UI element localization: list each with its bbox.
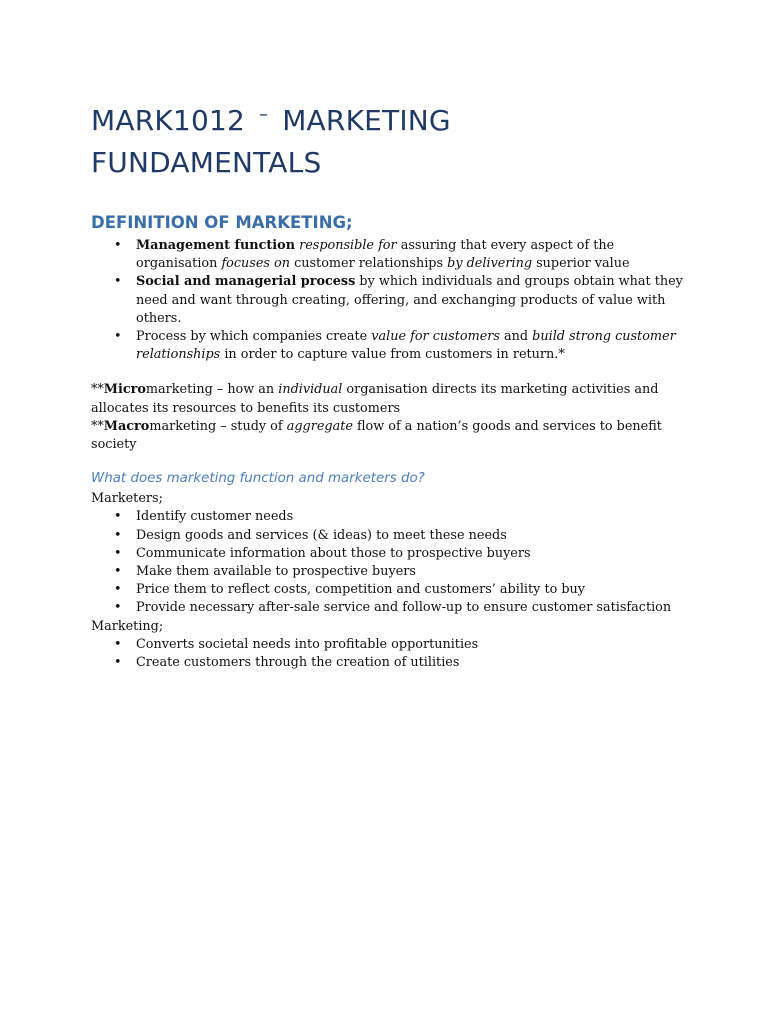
definition-item-text: Social and managerial process <box>136 274 356 290</box>
micro-text: marketing – how an <box>145 382 279 398</box>
macro-text-rest: flow of a nation’s goods and services to benefit society <box>91 418 662 453</box>
definition-item <box>91 273 691 328</box>
marketing-item: • Create customers through the creation of utilities <box>91 654 691 672</box>
definition-item-text: focuses on <box>221 256 291 272</box>
marketers-item: • Identify customer needs <box>91 508 691 526</box>
definition-item-text: by delivering <box>447 256 533 272</box>
marketing-list <box>91 636 691 672</box>
definition-item-text: responsible for <box>299 238 397 253</box>
definition-item-text: by which individuals and groups obtain what they need and want through creating, offering, and exchanging products of value with others. <box>136 274 683 326</box>
course-code: MARK1012 <box>91 104 245 137</box>
definition-item-text: Management function <box>136 238 296 253</box>
definition-item-text: superior value <box>532 256 630 272</box>
definition-item-text: in order to capture value from customers in return.* <box>220 347 565 363</box>
definition-item-text: assuring that every aspect of the organisation <box>136 238 615 272</box>
spacer <box>91 364 691 381</box>
micro-prefix: ** <box>91 382 104 398</box>
marketers-item: • Price them to reflect costs, competition and customers’ ability to buy <box>91 581 691 599</box>
title-dash: – <box>259 104 269 125</box>
marketers-label: Marketers; <box>91 491 163 507</box>
macromarketing-paragraph <box>91 418 691 454</box>
macro-bold: Macro <box>103 418 150 434</box>
micro-bold: Micro <box>103 382 146 398</box>
macro-prefix: ** <box>91 418 104 434</box>
definition-item <box>91 237 691 273</box>
definition-item <box>91 328 691 364</box>
course-name-line2: FUNDAMENTALS <box>91 146 322 179</box>
marketers-item: • Make them available to prospective buyers <box>91 563 691 581</box>
micro-italic: individual <box>278 382 343 398</box>
definition-list <box>91 237 691 364</box>
macro-italic: aggregate <box>286 418 353 434</box>
definition-item-text: build strong customer relationships <box>136 329 676 363</box>
micro-text-rest: organisation directs its marketing activities and allocates its resources to benefits its customers <box>91 382 659 416</box>
marketers-item: • Design goods and services (& ideas) to meet these needs <box>91 527 691 545</box>
marketers-list <box>91 508 691 617</box>
definition-item-text: Process by which companies create <box>136 329 372 345</box>
definition-item-text: customer relationships <box>290 256 448 272</box>
micromarketing-paragraph <box>91 381 691 417</box>
definition-item-text: value for customers <box>371 329 500 345</box>
macro-text: marketing – study of <box>149 418 287 434</box>
definition-item-text: and <box>499 329 533 345</box>
definition-heading: DEFINITION OF MARKETING; <box>91 213 353 232</box>
marketers-item: • Communicate information about those to prospective buyers <box>91 545 691 563</box>
marketers-item: • Provide necessary after-sale service and follow-up to ensure customer satisfaction <box>91 599 691 617</box>
function-heading: What does marketing function and marketers do? <box>91 471 425 487</box>
course-name-line1: MARKETING <box>282 104 451 137</box>
marketing-label: Marketing; <box>91 618 164 634</box>
document-title <box>91 94 691 184</box>
document-content <box>91 94 691 672</box>
marketing-item: • Converts societal needs into profitable opportunities <box>91 636 691 654</box>
